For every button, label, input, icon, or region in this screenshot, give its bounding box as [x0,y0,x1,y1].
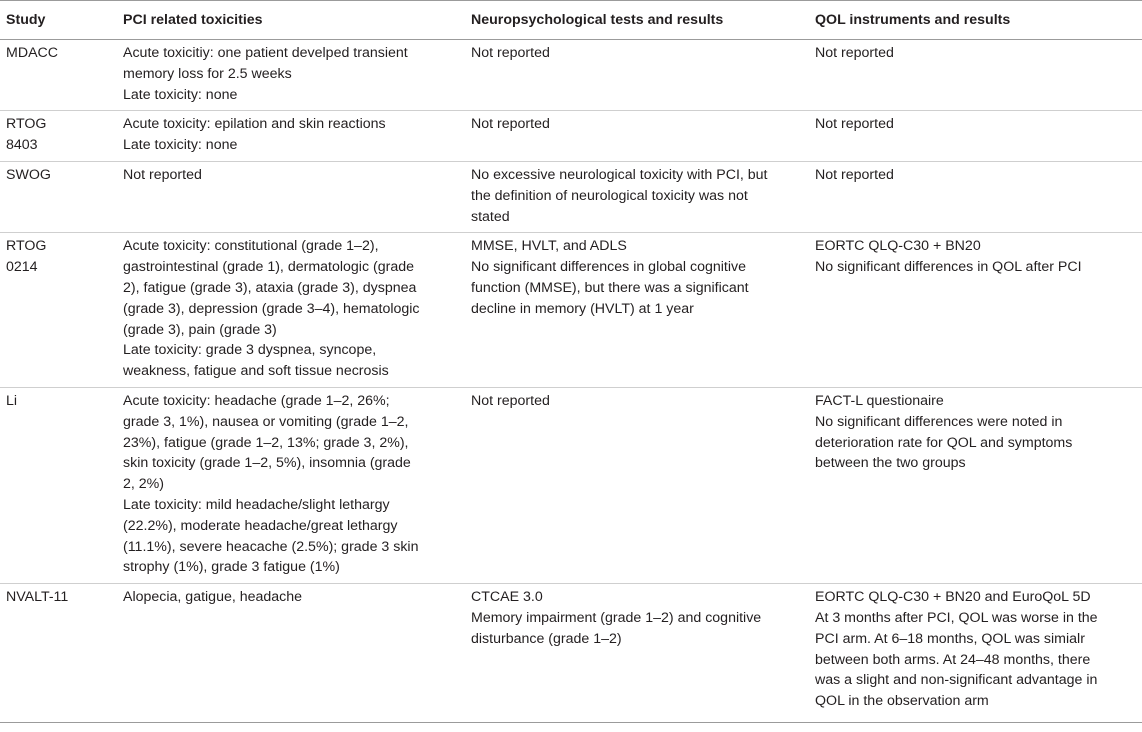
cell-text-line: Acute toxicitiy: one patient develped transient [123,45,408,61]
cell-text-line: No significant differences in QOL after PCI [815,259,1082,276]
cell-text-line: 2, 2%) [123,476,165,493]
cell-text-line: PCI arm. At 6–18 months, QOL was simialr [815,630,1085,647]
cell-pci-toxicities [117,387,465,583]
cell-text-line: Li [6,392,18,409]
cell-pci-toxicities [117,233,465,388]
cell-pci-toxicities [117,584,465,723]
header-row [0,1,1142,40]
cell-text-line: MMSE, HVLT, and ADLS [471,238,627,255]
header-study: Study [0,1,117,40]
cell-text-line: (grade 3), pain (grade 3) [123,321,277,338]
cell-qol-results [809,233,1142,388]
cell-qol-results [809,111,1142,162]
cell-qol-results [809,584,1142,723]
cell-study [0,111,117,162]
cell-text-line: between the two groups [815,455,966,472]
cell-text-line: MDACC [6,45,59,61]
cell-pci-toxicities [117,40,465,111]
cell-text-line: RTOG [6,116,47,133]
cell-text-line: Not reported [471,116,550,133]
cell-neuropsych-results [465,584,809,723]
cell-text-line: No significant differences in global cognitive [471,259,746,276]
cell-text-line: grade 3, 1%), nausea or vomiting (grade 1–2, [123,413,409,430]
cell-text-line: disturbance (grade 1–2) [471,630,622,647]
cell-text-line: Memory impairment (grade 1–2) and cognitive [471,609,762,626]
cell-text-line: Late toxicity: mild headache/slight lethargy [123,496,390,513]
cell-text-line: No significant differences were noted in [815,413,1063,430]
cell-neuropsych-results [465,387,809,583]
cell-text-line: (22.2%), moderate headache/great lethargy [123,517,398,534]
cell-text-line: CTCAE 3.0 [471,589,543,606]
cell-text-line: Not reported [471,392,550,409]
cell-qol-results [809,387,1142,583]
cell-text-line: EORTC QLQ-C30 + BN20 and EuroQoL 5D [815,589,1091,606]
table-row [0,233,1142,388]
cell-neuropsych-results [465,111,809,162]
cell-study [0,40,117,111]
cell-text-line: Acute toxicity: headache (grade 1–2, 26%; [123,392,390,409]
cell-study [0,387,117,583]
cell-text-line: Late toxicity: none [123,86,238,103]
cell-pci-toxicities [117,111,465,162]
table-row [0,111,1142,162]
cell-text-line: RTOG [6,238,47,255]
cell-text-line: At 3 months after PCI, QOL was worse in the [815,609,1098,626]
cell-text-line: weakness, fatigue and soft tissue necrosis [123,363,389,380]
cell-text-line: gastrointestinal (grade 1), dermatologic (grade [123,259,414,276]
header-neuropsych-tests: Neuropsychological tests and results [465,1,809,40]
cell-text-line: 23%), fatigue (grade 1–2, 13%; grade 3, 2%), [123,434,409,451]
cell-text-line: deterioration rate for QOL and symptoms [815,434,1073,451]
cell-text-line: function (MMSE), but there was a significant [471,279,749,296]
cell-neuropsych-results [465,161,809,232]
cell-text-line: FACT-L questionaire [815,392,944,409]
cell-text-line: (11.1%), severe heacache (2.5%); grade 3 skin [123,538,419,555]
cell-text-line: Late toxicity: none [123,137,238,154]
cell-text-line: the definition of neurological toxicity was not [471,187,748,204]
cell-text-line: between both arms. At 24–48 months, there [815,651,1091,668]
cell-text-line: Not reported [815,116,894,133]
cell-text-line: No excessive neurological toxicity with PCI, but [471,166,768,183]
cell-text-line: memory loss for 2.5 weeks [123,65,292,82]
cell-study [0,161,117,232]
cell-pci-toxicities [117,161,465,232]
cell-text-line: Late toxicity: grade 3 dyspnea, syncope, [123,342,377,359]
cell-text-line: QOL in the observation arm [815,693,989,710]
cell-text-line: strophy (1%), grade 3 fatigue (1%) [123,559,340,576]
cell-text-line: (grade 3), depression (grade 3–4), hematologic [123,300,420,317]
cell-study [0,584,117,723]
cell-text-line: stated [471,208,510,225]
cell-text-line: Acute toxicity: epilation and skin reactions [123,116,386,133]
cell-text-line: SWOG [6,166,51,183]
cell-text-line: 8403 [6,137,38,154]
cell-text-line: Not reported [471,45,550,61]
table-row [0,161,1142,232]
cell-text-line: Not reported [123,166,202,183]
cell-neuropsych-results [465,40,809,111]
table-row [0,584,1142,723]
cell-qol-results [809,40,1142,111]
cell-qol-results [809,161,1142,232]
cell-text-line: NVALT-11 [6,589,69,606]
header-qol-instruments: QOL instruments and results [809,1,1142,40]
table-row [0,387,1142,583]
cell-text-line: 2), fatigue (grade 3), ataxia (grade 3), dyspnea [123,279,417,296]
cell-study [0,233,117,388]
table-body [0,40,1142,723]
cell-text-line: Not reported [815,45,894,61]
cell-text-line: Acute toxicity: constitutional (grade 1–2), [123,238,379,255]
header-pci-toxicities: PCI related toxicities [117,1,465,40]
cell-text-line: was a slight and non-significant advantage in [815,672,1098,689]
cell-text-line: 0214 [6,259,38,276]
cell-text-line: Not reported [815,166,894,183]
cell-neuropsych-results [465,233,809,388]
cell-text-line: EORTC QLQ-C30 + BN20 [815,238,981,255]
cell-text-line: decline in memory (HVLT) at 1 year [471,300,694,317]
cell-text-line: skin toxicity (grade 1–2, 5%), insomnia (grade [123,455,411,472]
cell-text-line: Alopecia, gatigue, headache [123,589,303,606]
table-row [0,40,1142,111]
